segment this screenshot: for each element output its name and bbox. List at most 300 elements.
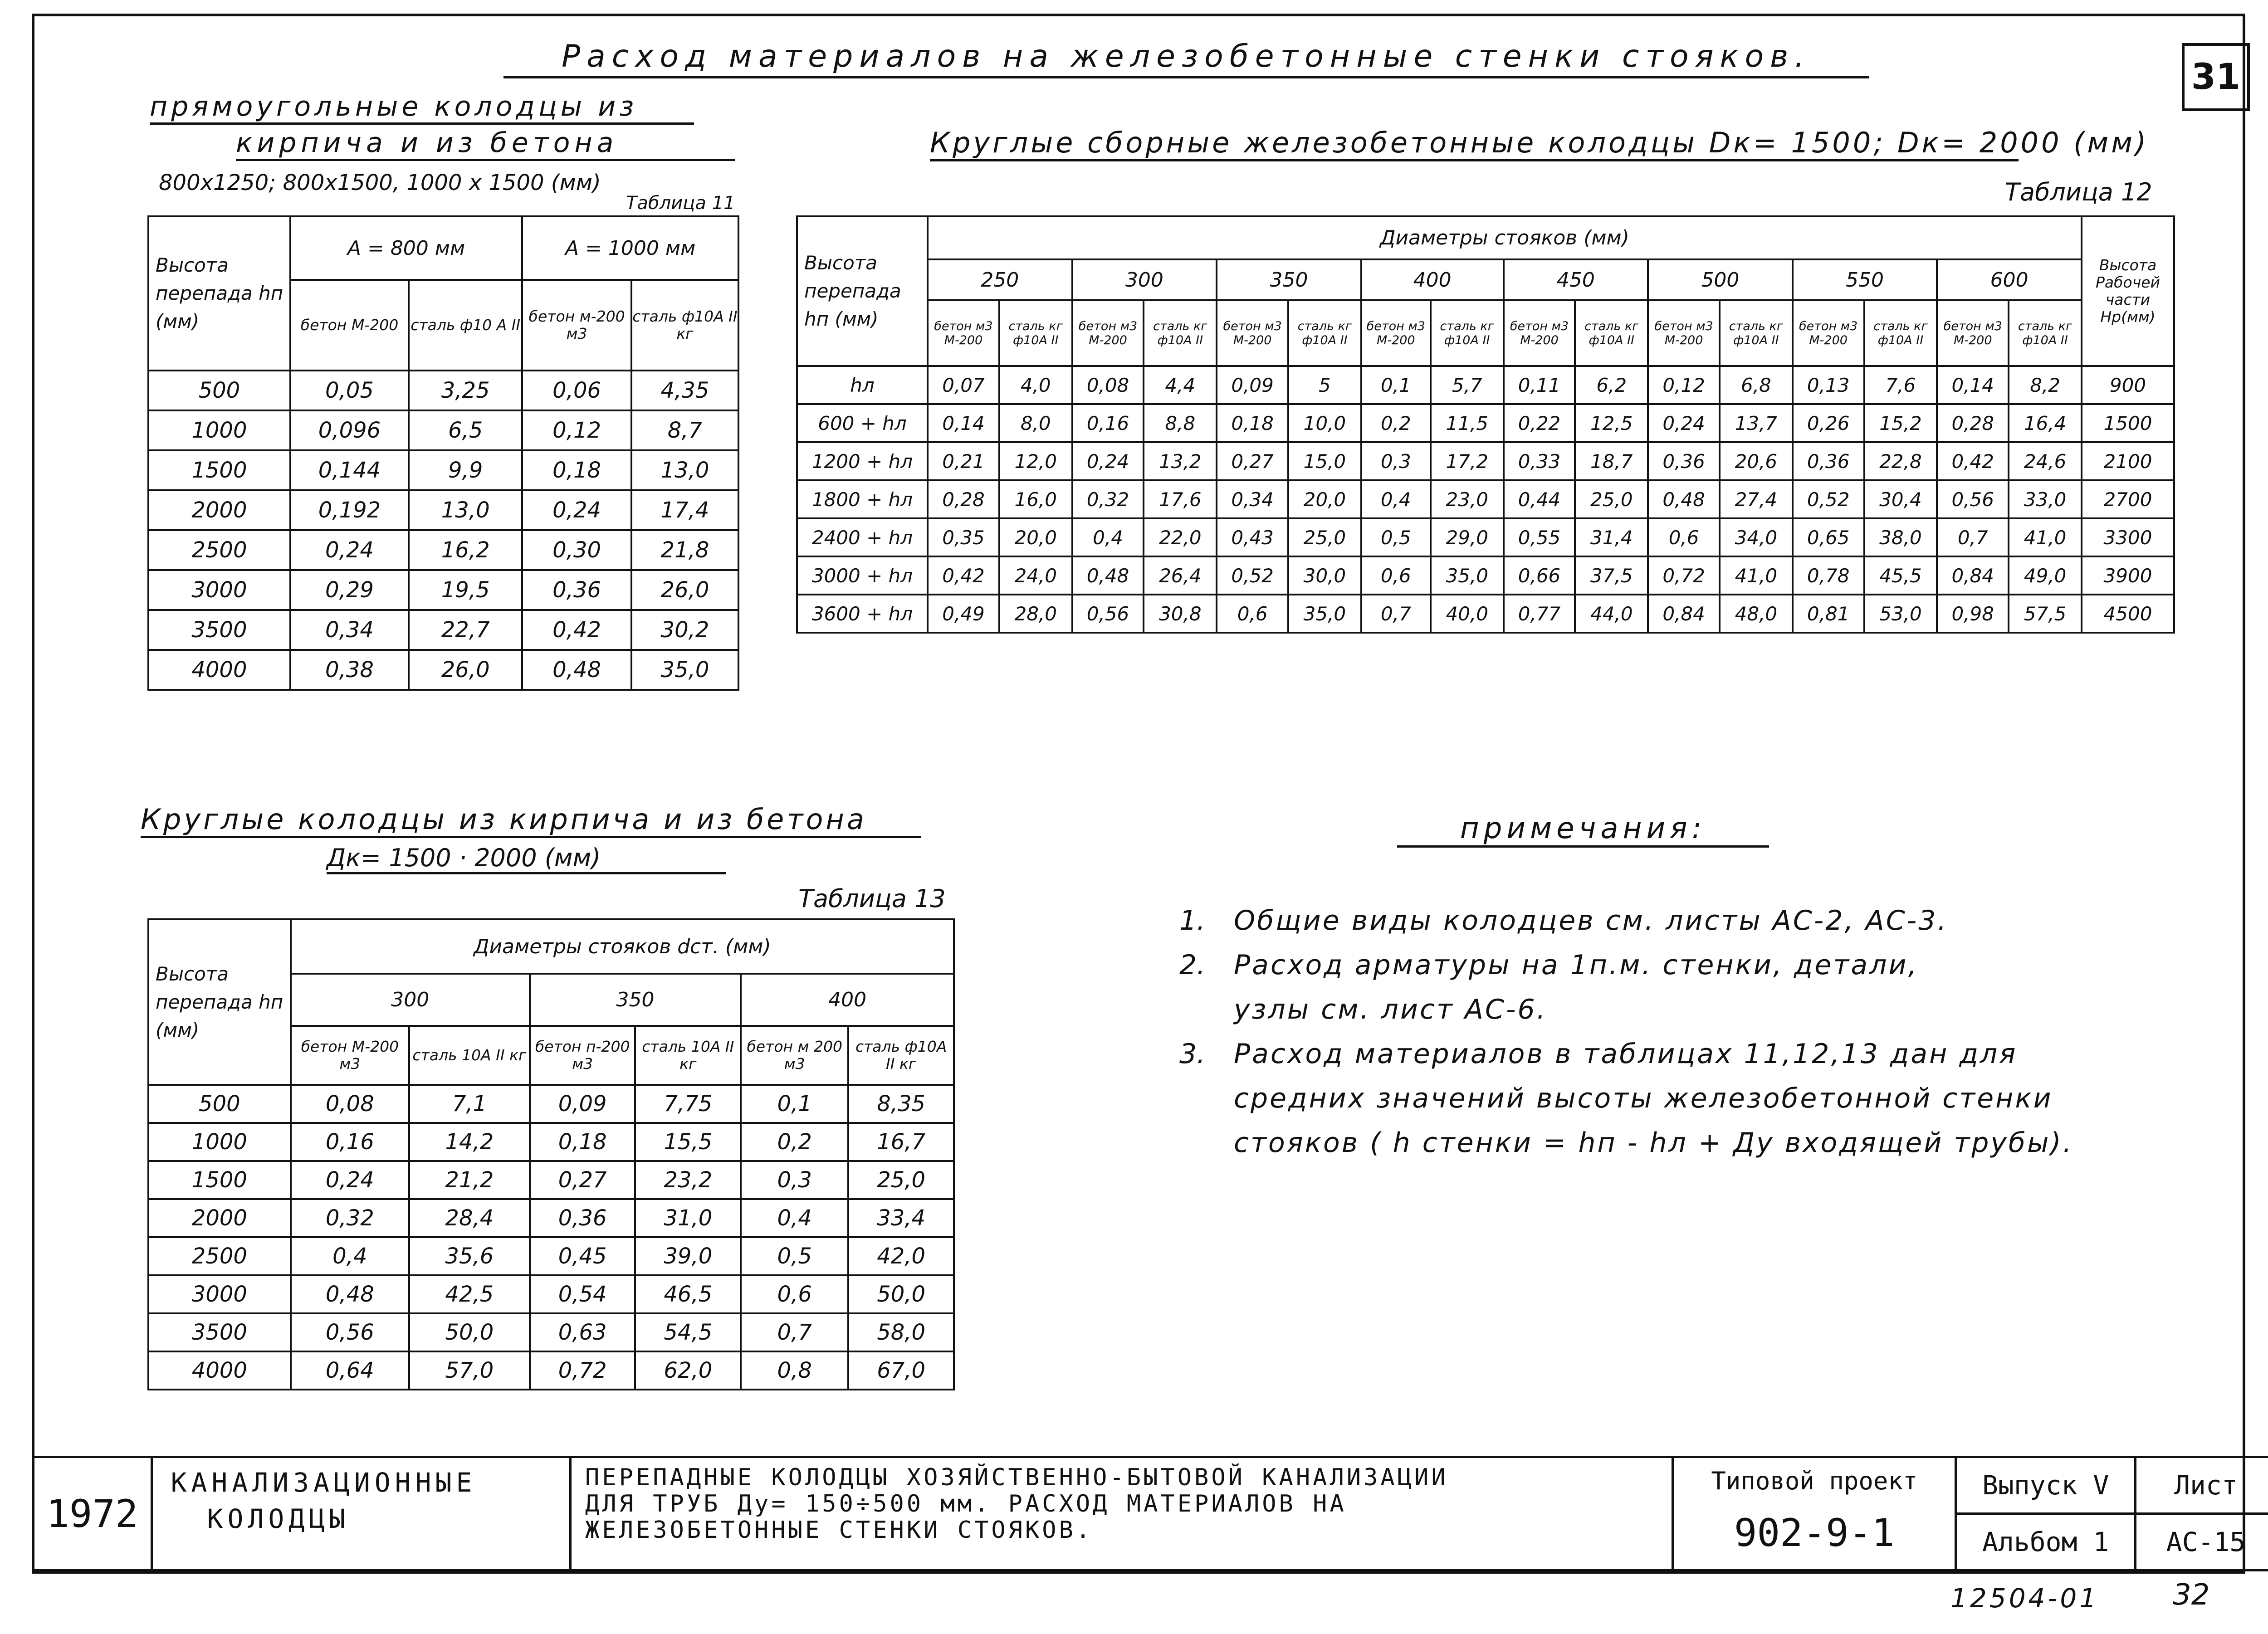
t13-cell: 15,5 — [635, 1123, 741, 1161]
table-row — [148, 490, 738, 530]
t13-cell: 58,0 — [848, 1313, 954, 1351]
note-number: 1. — [1179, 905, 1206, 937]
t13-cell: 31,0 — [635, 1199, 741, 1237]
t13-row-height: 3000 — [148, 1275, 291, 1313]
title-category-line1: КАНАЛИЗАЦИОННЫЕ — [171, 1467, 477, 1498]
t13-cell: 0,8 — [741, 1351, 848, 1390]
t12-cell: 0,42 — [928, 556, 999, 595]
t12-diameter-400: 400 — [1361, 259, 1504, 300]
t12-cell: 41,0 — [1720, 556, 1793, 595]
t13-cell: 0,48 — [291, 1275, 409, 1313]
t13-cell: 0,63 — [530, 1313, 635, 1351]
t12-cell: 22,0 — [1144, 518, 1217, 556]
t12-cell: 28,0 — [999, 595, 1072, 633]
t12-cell: 0,98 — [1937, 595, 2009, 633]
t12-cell: 0,77 — [1504, 595, 1575, 633]
t12-cell: 23,0 — [1431, 480, 1504, 518]
table-11 — [147, 215, 739, 691]
t12-row-work-height: 1500 — [2082, 404, 2174, 442]
t11-row-height: 2500 — [148, 530, 290, 570]
t13-cell: 46,5 — [635, 1275, 741, 1313]
table-row — [148, 410, 738, 450]
t11-header-concrete: бетон М-200 — [290, 280, 409, 371]
t12-cell: 34,0 — [1720, 518, 1793, 556]
t13-cell: 62,0 — [635, 1351, 741, 1390]
t11-row-height: 3000 — [148, 570, 290, 610]
t11-cell: 35,0 — [631, 650, 738, 690]
t11-cell: 17,4 — [631, 490, 738, 530]
t13-cell: 0,1 — [741, 1085, 848, 1123]
note-text: средних значений высоты железобетонной стенки — [1234, 1083, 2053, 1114]
t13-cell: 54,5 — [635, 1313, 741, 1351]
t12-subheader-concrete: бетон м3 М-200 — [1361, 300, 1431, 366]
t13-cell: 25,0 — [848, 1161, 954, 1199]
t13-row-height: 4000 — [148, 1351, 291, 1390]
notes-title: примечания: — [1397, 812, 1769, 848]
t13-cell: 39,0 — [635, 1237, 741, 1275]
table-row — [148, 1351, 954, 1390]
t13-header-steel: сталь 10А II кг — [409, 1026, 530, 1085]
t13-cell: 0,54 — [530, 1275, 635, 1313]
t12-cell: 0,3 — [1361, 442, 1431, 480]
t12-cell: 0,81 — [1793, 595, 1864, 633]
note-text: Расход материалов в таблицах 11,12,13 дан для — [1234, 1038, 2018, 1070]
t13-cell: 0,09 — [530, 1085, 635, 1123]
t11-cell: 4,35 — [631, 371, 738, 410]
table-row — [797, 480, 2174, 518]
t12-cell: 0,13 — [1793, 366, 1864, 404]
note-text: стояков ( h стенки = hп - hл + Ду входящей трубы). — [1234, 1127, 2073, 1159]
t12-cell: 24,0 — [999, 556, 1072, 595]
sheet-number: 31 — [2182, 43, 2250, 111]
t12-diameter-600: 600 — [1937, 259, 2082, 300]
t12-cell: 0,2 — [1361, 404, 1431, 442]
t12-cell: 0,7 — [1361, 595, 1431, 633]
t13-header-d300: 300 — [291, 974, 530, 1026]
t12-cell: 30,4 — [1864, 480, 1937, 518]
main-title: Расход материалов на железобетонные стенки стояков. — [503, 39, 1869, 78]
t12-cell: 0,09 — [1217, 366, 1288, 404]
t13-cell: 0,18 — [530, 1123, 635, 1161]
t12-subheader-concrete: бетон м3 М-200 — [928, 300, 999, 366]
t12-cell: 0,32 — [1072, 480, 1144, 518]
t12-cell: 18,7 — [1575, 442, 1648, 480]
t13-header-steel-c: сталь ф10А II кг — [848, 1026, 954, 1085]
t12-cell: 17,2 — [1431, 442, 1504, 480]
t11-cell: 0,06 — [522, 371, 631, 410]
t13-row-height: 2500 — [148, 1237, 291, 1275]
t12-header-diameters: Диаметры стояков (мм) — [928, 216, 2082, 259]
t12-cell: 13,2 — [1144, 442, 1217, 480]
t12-cell: 6,2 — [1575, 366, 1648, 404]
t12-cell: 4,4 — [1144, 366, 1217, 404]
t12-subheader-concrete: бетон м3 М-200 — [1793, 300, 1864, 366]
t11-header-height: Высота перепада hп (мм) — [148, 216, 290, 371]
table-row — [148, 371, 738, 410]
table-row — [148, 530, 738, 570]
table-row — [148, 610, 738, 650]
t12-row-work-height: 3900 — [2082, 556, 2174, 595]
t11-cell: 26,0 — [631, 570, 738, 610]
t12-cell: 4,0 — [999, 366, 1072, 404]
t12-header-work-height: Высота Рабочей части Нр(мм) — [2082, 216, 2174, 366]
t13-header-concrete: бетон М-200 м3 — [291, 1026, 409, 1085]
t12-cell: 24,6 — [2009, 442, 2082, 480]
t13-cell: 42,5 — [409, 1275, 530, 1313]
t12-cell: 0,6 — [1217, 595, 1288, 633]
t13-header-steel-b: сталь 10А II кг — [635, 1026, 741, 1085]
t13-cell: 0,4 — [291, 1237, 409, 1275]
t12-cell: 0,84 — [1937, 556, 2009, 595]
t12-subheader-steel: сталь кг ф10А II — [2009, 300, 2082, 366]
t12-cell: 0,78 — [1793, 556, 1864, 595]
t13-cell: 42,0 — [848, 1237, 954, 1275]
t13-header-height: Высота перепада hп (мм) — [148, 919, 291, 1085]
section1-title-line2: кирпича и из бетона — [236, 127, 735, 161]
t12-row-height: 3600 + hл — [797, 595, 928, 633]
t12-subheader-steel: сталь кг ф10А II — [1575, 300, 1648, 366]
t12-cell: 0,48 — [1648, 480, 1720, 518]
t13-cell: 0,36 — [530, 1199, 635, 1237]
t12-cell: 12,5 — [1575, 404, 1648, 442]
section1-table-label: Таблица 11 — [626, 193, 735, 214]
t11-cell: 9,9 — [409, 450, 522, 490]
t12-cell: 0,36 — [1648, 442, 1720, 480]
title-issue: Выпуск V — [1956, 1457, 2136, 1514]
t12-cell: 30,8 — [1144, 595, 1217, 633]
title-description-line2: ДЛЯ ТРУБ Ду= 150÷500 мм. РАСХОД МАТЕРИАЛОВ НА — [585, 1490, 1347, 1517]
t11-cell: 0,42 — [522, 610, 631, 650]
t13-cell: 0,64 — [291, 1351, 409, 1390]
t12-row-work-height: 4500 — [2082, 595, 2174, 633]
t12-cell: 29,0 — [1431, 518, 1504, 556]
note-text: Расход арматуры на 1п.м. стенки, детали, — [1234, 949, 1919, 981]
t12-cell: 35,0 — [1431, 556, 1504, 595]
t12-cell: 45,5 — [1864, 556, 1937, 595]
table-row — [148, 650, 738, 690]
t12-cell: 0,22 — [1504, 404, 1575, 442]
t13-cell: 0,56 — [291, 1313, 409, 1351]
table-row — [148, 1123, 954, 1161]
t11-cell: 13,0 — [409, 490, 522, 530]
t13-cell: 7,75 — [635, 1085, 741, 1123]
t13-header-concrete-b: бетон п-200 м3 — [530, 1026, 635, 1085]
t11-cell: 0,096 — [290, 410, 409, 450]
t12-cell: 0,52 — [1793, 480, 1864, 518]
t13-cell: 0,7 — [741, 1313, 848, 1351]
t12-row-work-height: 900 — [2082, 366, 2174, 404]
title-project-label: Типовой проект — [1711, 1467, 1918, 1495]
t12-cell: 0,5 — [1361, 518, 1431, 556]
t12-row-work-height: 3300 — [2082, 518, 2174, 556]
title-description-line1: ПЕРЕПАДНЫЕ КОЛОДЦЫ ХОЗЯЙСТВЕННО-БЫТОВОЙ КАНАЛИЗАЦИИ — [585, 1464, 1448, 1491]
table-row — [148, 570, 738, 610]
t12-cell: 30,0 — [1288, 556, 1361, 595]
section2-table-label: Таблица 12 — [2005, 178, 2152, 206]
t11-cell: 3,25 — [409, 371, 522, 410]
t13-row-height: 500 — [148, 1085, 291, 1123]
t12-cell: 11,5 — [1431, 404, 1504, 442]
t13-cell: 21,2 — [409, 1161, 530, 1199]
t12-cell: 0,65 — [1793, 518, 1864, 556]
t12-row-height: 1200 + hл — [797, 442, 928, 480]
t12-cell: 0,14 — [928, 404, 999, 442]
t12-row-height: 1800 + hл — [797, 480, 928, 518]
t13-cell: 35,6 — [409, 1237, 530, 1275]
t12-diameter-250: 250 — [928, 259, 1072, 300]
footer-code: 12504-01 — [1950, 1583, 2099, 1614]
t12-cell: 44,0 — [1575, 595, 1648, 633]
title-description-line3: ЖЕЛЕЗОБЕТОННЫЕ СТЕНКИ СТОЯКОВ. — [585, 1517, 1093, 1544]
t12-cell: 17,6 — [1144, 480, 1217, 518]
t13-cell: 0,4 — [741, 1199, 848, 1237]
table-row — [797, 442, 2174, 480]
t12-cell: 25,0 — [1575, 480, 1648, 518]
t11-header-steel: сталь ф10 А II — [409, 280, 522, 371]
t11-header-a800: A = 800 мм — [290, 216, 522, 280]
t11-header-a1000: A = 1000 мм — [522, 216, 738, 280]
t12-cell: 15,0 — [1288, 442, 1361, 480]
t11-header-steel2: сталь ф10А II кг — [631, 280, 738, 371]
t12-cell: 0,36 — [1793, 442, 1864, 480]
t12-cell: 27,4 — [1720, 480, 1793, 518]
t12-subheader-steel: сталь кг ф10А II — [1864, 300, 1937, 366]
t12-cell: 16,4 — [2009, 404, 2082, 442]
t12-cell: 8,2 — [2009, 366, 2082, 404]
t12-subheader-steel: сталь кг ф10А II — [1431, 300, 1504, 366]
t12-cell: 41,0 — [2009, 518, 2082, 556]
t12-cell: 0,11 — [1504, 366, 1575, 404]
t13-cell: 0,3 — [741, 1161, 848, 1199]
t11-cell: 22,7 — [409, 610, 522, 650]
t12-subheader-steel: сталь кг ф10А II — [999, 300, 1072, 366]
t12-subheader-concrete: бетон м3 М-200 — [1072, 300, 1144, 366]
t11-cell: 30,2 — [631, 610, 738, 650]
t11-cell: 0,36 — [522, 570, 631, 610]
t12-row-height: 3000 + hл — [797, 556, 928, 595]
t11-cell: 0,24 — [290, 530, 409, 570]
title-category — [152, 1457, 570, 1571]
t11-cell: 0,24 — [522, 490, 631, 530]
t12-cell: 0,16 — [1072, 404, 1144, 442]
t12-cell: 0,12 — [1648, 366, 1720, 404]
title-sheet-label: Лист — [2135, 1457, 2268, 1514]
table-row — [797, 404, 2174, 442]
t12-cell: 0,49 — [928, 595, 999, 633]
t12-cell: 20,0 — [999, 518, 1072, 556]
t11-cell: 0,30 — [522, 530, 631, 570]
t13-row-height: 3500 — [148, 1313, 291, 1351]
t12-subheader-steel: сталь кг ф10А II — [1288, 300, 1361, 366]
t13-header-d350: 350 — [530, 974, 741, 1026]
title-project-number: 902-9-1 — [1734, 1511, 1895, 1555]
table-row — [148, 1161, 954, 1199]
t12-cell: 0,7 — [1937, 518, 2009, 556]
t11-header-concrete2: бетон м-200 м3 — [522, 280, 631, 371]
t13-cell: 16,7 — [848, 1123, 954, 1161]
note-text: узлы см. лист АС-6. — [1234, 994, 1547, 1025]
t13-header-diameters: Диаметры стояков dст. (мм) — [291, 919, 954, 974]
table-row — [148, 1085, 954, 1123]
t11-cell: 0,05 — [290, 371, 409, 410]
t11-row-height: 1500 — [148, 450, 290, 490]
table-row — [797, 595, 2174, 633]
table-row — [797, 366, 2174, 404]
t12-cell: 7,6 — [1864, 366, 1937, 404]
t11-cell: 8,7 — [631, 410, 738, 450]
t13-cell: 0,08 — [291, 1085, 409, 1123]
section2-title: Круглые сборные железобетонные колодцы Dк= 1500; Dк= 2000 (мм) — [930, 126, 2019, 161]
t11-cell: 0,144 — [290, 450, 409, 490]
t12-cell: 20,0 — [1288, 480, 1361, 518]
t13-cell: 0,16 — [291, 1123, 409, 1161]
table-row — [797, 556, 2174, 595]
t13-cell: 8,35 — [848, 1085, 954, 1123]
t12-cell: 0,66 — [1504, 556, 1575, 595]
t12-row-work-height: 2100 — [2082, 442, 2174, 480]
t12-cell: 0,34 — [1217, 480, 1288, 518]
t12-cell: 0,6 — [1361, 556, 1431, 595]
t12-cell: 0,24 — [1648, 404, 1720, 442]
t12-cell: 5 — [1288, 366, 1361, 404]
t12-cell: 40,0 — [1431, 595, 1504, 633]
t13-cell: 50,0 — [848, 1275, 954, 1313]
t12-subheader-concrete: бетон м3 М-200 — [1504, 300, 1575, 366]
t11-cell: 6,5 — [409, 410, 522, 450]
t12-cell: 0,4 — [1361, 480, 1431, 518]
table-row — [148, 1313, 954, 1351]
t11-row-height: 1000 — [148, 410, 290, 450]
t11-cell: 0,29 — [290, 570, 409, 610]
t12-cell: 20,6 — [1720, 442, 1793, 480]
t12-cell: 0,26 — [1793, 404, 1864, 442]
t11-cell: 16,2 — [409, 530, 522, 570]
t13-cell: 23,2 — [635, 1161, 741, 1199]
t11-cell: 0,34 — [290, 610, 409, 650]
t12-cell: 0,72 — [1648, 556, 1720, 595]
t12-cell: 0,18 — [1217, 404, 1288, 442]
t12-cell: 0,42 — [1937, 442, 2009, 480]
t12-cell: 0,48 — [1072, 556, 1144, 595]
t13-cell: 0,5 — [741, 1237, 848, 1275]
title-year: 1972 — [33, 1457, 152, 1571]
t13-cell: 7,1 — [409, 1085, 530, 1123]
t12-cell: 0,56 — [1072, 595, 1144, 633]
t13-cell: 0,2 — [741, 1123, 848, 1161]
t12-cell: 0,35 — [928, 518, 999, 556]
t12-cell: 0,52 — [1217, 556, 1288, 595]
t12-cell: 0,14 — [1937, 366, 2009, 404]
t11-row-height: 3500 — [148, 610, 290, 650]
t12-header-height: Высота перепада hп (мм) — [797, 216, 928, 366]
table-12 — [796, 215, 2175, 634]
section3-table-label: Таблица 13 — [798, 884, 946, 913]
t11-cell: 19,5 — [409, 570, 522, 610]
table-13 — [147, 918, 955, 1390]
t13-cell: 0,24 — [291, 1161, 409, 1199]
t13-cell: 0,27 — [530, 1161, 635, 1199]
t12-cell: 38,0 — [1864, 518, 1937, 556]
t12-cell: 0,28 — [928, 480, 999, 518]
t12-subheader-concrete: бетон м3 М-200 — [1937, 300, 2009, 366]
t13-cell: 28,4 — [409, 1199, 530, 1237]
t12-cell: 0,43 — [1217, 518, 1288, 556]
t12-cell: 10,0 — [1288, 404, 1361, 442]
title-project — [1673, 1457, 1956, 1571]
t12-cell: 8,8 — [1144, 404, 1217, 442]
t12-cell: 33,0 — [2009, 480, 2082, 518]
section1-sizes: 800x1250; 800x1500, 1000 x 1500 (мм) — [159, 170, 601, 195]
t11-row-height: 500 — [148, 371, 290, 410]
t13-cell: 0,6 — [741, 1275, 848, 1313]
table-row — [797, 518, 2174, 556]
t12-subheader-concrete: бетон м3 М-200 — [1648, 300, 1720, 366]
note-number: 3. — [1179, 1038, 1206, 1070]
t12-cell: 49,0 — [2009, 556, 2082, 595]
t13-cell: 0,32 — [291, 1199, 409, 1237]
t12-cell: 12,0 — [999, 442, 1072, 480]
t12-cell: 0,1 — [1361, 366, 1431, 404]
t11-cell: 0,48 — [522, 650, 631, 690]
t11-cell: 0,38 — [290, 650, 409, 690]
t11-cell: 0,192 — [290, 490, 409, 530]
t12-subheader-concrete: бетон м3 М-200 — [1217, 300, 1288, 366]
t12-diameter-500: 500 — [1648, 259, 1793, 300]
t12-diameter-550: 550 — [1793, 259, 1937, 300]
t12-cell: 25,0 — [1288, 518, 1361, 556]
t12-cell: 8,0 — [999, 404, 1072, 442]
t12-cell: 31,4 — [1575, 518, 1648, 556]
t13-row-height: 1000 — [148, 1123, 291, 1161]
t12-cell: 57,5 — [2009, 595, 2082, 633]
t12-cell: 37,5 — [1575, 556, 1648, 595]
t13-row-height: 2000 — [148, 1199, 291, 1237]
t12-cell: 6,8 — [1720, 366, 1793, 404]
t12-cell: 0,21 — [928, 442, 999, 480]
footer-page: 32 — [2173, 1578, 2210, 1612]
t12-cell: 5,7 — [1431, 366, 1504, 404]
title-album: Альбом 1 — [1956, 1514, 2136, 1571]
t12-subheader-steel: сталь кг ф10А II — [1144, 300, 1217, 366]
section3-title: Круглые колодцы из кирпича и из бетона — [141, 803, 921, 838]
t12-cell: 26,4 — [1144, 556, 1217, 595]
t12-cell: 0,24 — [1072, 442, 1144, 480]
note-text: Общие виды колодцев см. листы АС-2, АС-3. — [1234, 905, 1948, 937]
t13-cell: 0,72 — [530, 1351, 635, 1390]
t13-header-d400: 400 — [741, 974, 954, 1026]
table-row — [148, 1275, 954, 1313]
t11-cell: 21,8 — [631, 530, 738, 570]
t12-cell: 0,07 — [928, 366, 999, 404]
title-description — [570, 1457, 1672, 1571]
title-category-line2: КОЛОДЦЫ — [207, 1503, 350, 1534]
t11-cell: 13,0 — [631, 450, 738, 490]
t12-cell: 0,27 — [1217, 442, 1288, 480]
t13-header-concrete-c: бетон м 200 м3 — [741, 1026, 848, 1085]
t13-cell: 57,0 — [409, 1351, 530, 1390]
t12-cell: 0,44 — [1504, 480, 1575, 518]
t12-cell: 35,0 — [1288, 595, 1361, 633]
t13-cell: 14,2 — [409, 1123, 530, 1161]
table-row — [148, 1199, 954, 1237]
t12-cell: 15,2 — [1864, 404, 1937, 442]
t12-cell: 0,55 — [1504, 518, 1575, 556]
t11-row-height: 2000 — [148, 490, 290, 530]
t12-cell: 0,28 — [1937, 404, 2009, 442]
t12-diameter-450: 450 — [1504, 259, 1648, 300]
t12-cell: 0,08 — [1072, 366, 1144, 404]
t12-cell: 0,56 — [1937, 480, 2009, 518]
